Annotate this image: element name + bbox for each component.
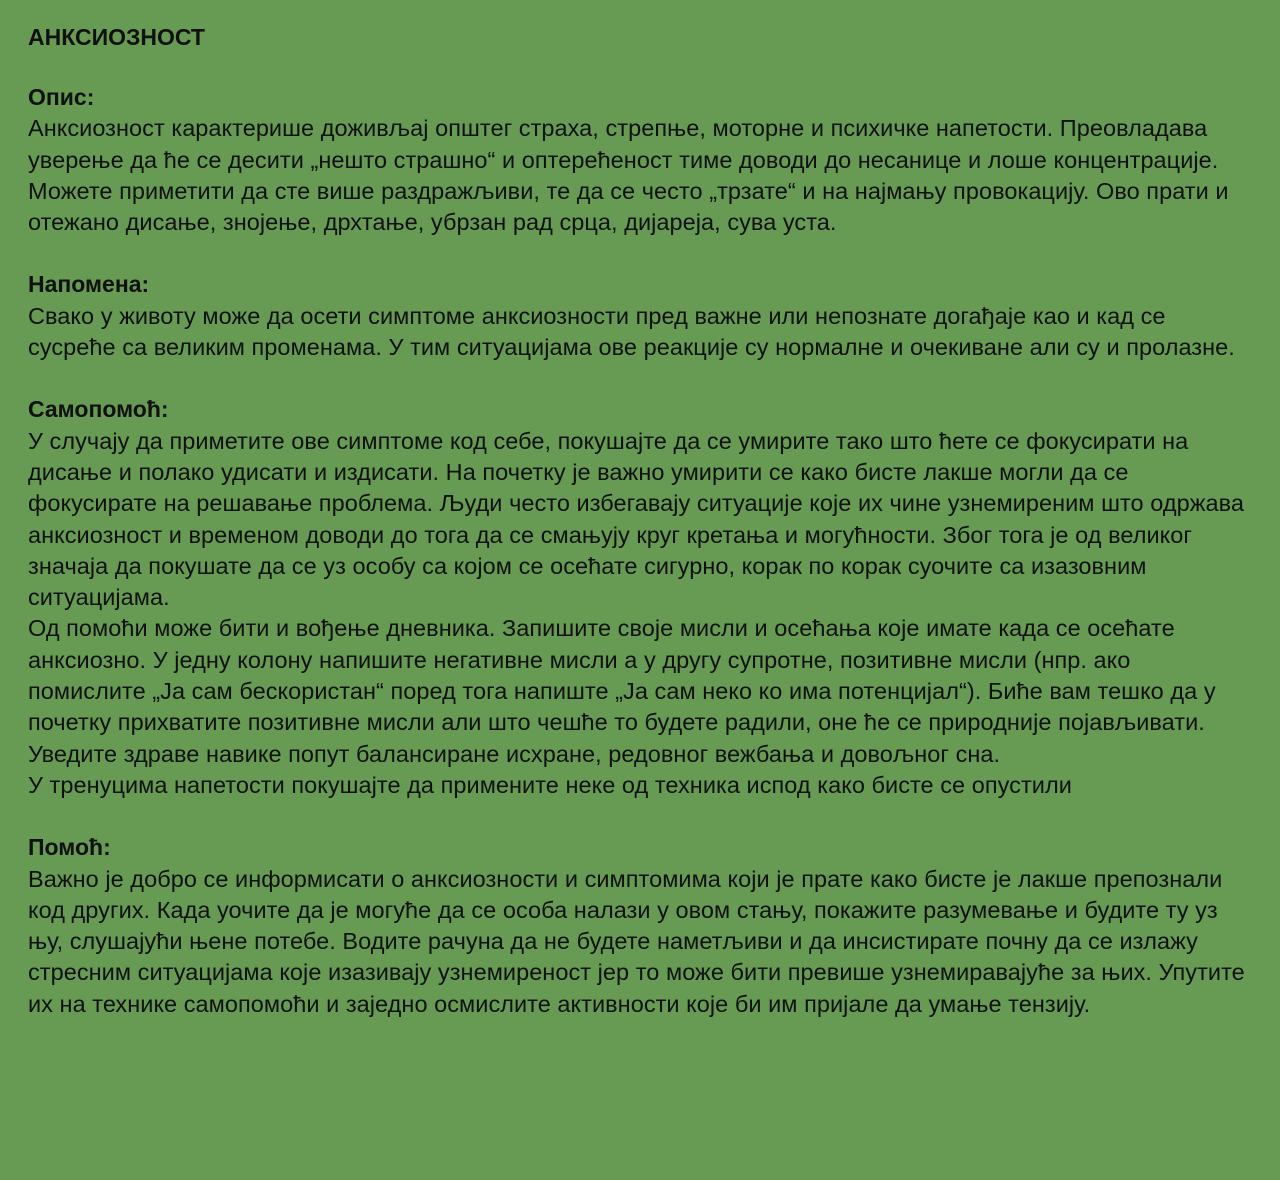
paragraph: У случају да приметите ове симптоме код себе, покушајте да се умирите тако што ћете се фокусирати на дисање и полако удисати и издисати. На почетку је важно умирити се како бисте лакше могли да се фокусирате на решавање проблема. Људи често избегавају ситуације које их чине узнемиреним што одржава анксиозност и временом доводи до тога да се смањују круг кретања и могућности. Због тога је од великог значаја да покушате да се уз особу са којом се осећате сигурно, корак по корак суочите са изазовним ситуацијама. (28, 427, 1244, 611)
paragraph: Од помоћи може бити и вођење дневника. Запишите своје мисли и осећања које имате када се осећате анксиозно. У једну колону напишите негативне мисли а у другу супротне, позитивне мисли (нпр. ако помислите „Ја сам бескористан“ поред тога напиште „Ја сам неко ко има потенцијал“). Биће вам тешко да у почетку прихватите позитивне мисли али што чешће то будете радили, оне ће се природније појављивати. (28, 615, 1216, 736)
section-help (28, 832, 1252, 1020)
paragraph: Свако у животу може да осети симптоме анксиозности пред важне или непознате догађаје као и кад се сусреће са великим променама. У тим ситуацијама ове реакције су нормалне и очекиване али су и пролазне. (28, 302, 1235, 361)
section-heading-self-help: Самопомоћ: (28, 396, 169, 423)
section-heading-note: Напомена: (28, 271, 150, 298)
section-body-self-help (28, 426, 1252, 802)
page-title: АНКСИОЗНОСТ (28, 24, 205, 50)
paragraph: Важно је добро се информисати о анксиозности и симптомима који је прате како бисте је лакше препознали код других. Када уочите да је могуће да се особа налази у овом стању, покажите разумевање и будите ту уз њу, слушајући њене потебе. Водите рачуна да не будете наметљиви и да инсистирате почну да се излажу стресним ситуацијама које изазивају узнемиреност јер то може бити превише узнемиравајуће за њих. Упутите их на технике самопомоћи и заједно осмислите активности које би им пријале да умање тензију. (28, 865, 1245, 1017)
section-body-note (28, 301, 1252, 364)
section-body-description (28, 113, 1252, 238)
paragraph: У тренуцима напетости покушајте да примените неке од техника испод како бисте се опустили (28, 771, 1072, 798)
section-note (28, 269, 1252, 363)
paragraph: Уведите здраве навике попут балансиране исхране, редовног вежбања и довољног сна. (28, 740, 1001, 767)
section-heading-help: Помоћ: (28, 834, 111, 861)
section-body-help (28, 864, 1252, 1020)
paragraph: Анксиозност карактерише доживљај општег страха, стрепње, моторне и психичке напетости. Преовладава уверење да ће се десити „нешто страшно“ и оптерећеност тиме доводи до несанице и лоше концентрације. Можете приметити да сте више раздражљиви, те да се често „трзате“ и на најмању провокацију. Ово прати и отежано дисање, знојење, дрхтање, убрзан рад срца, дијареја, сува уста. (28, 115, 1229, 236)
section-self-help (28, 394, 1252, 801)
section-description (28, 82, 1252, 238)
section-heading-description: Опис: (28, 84, 95, 110)
